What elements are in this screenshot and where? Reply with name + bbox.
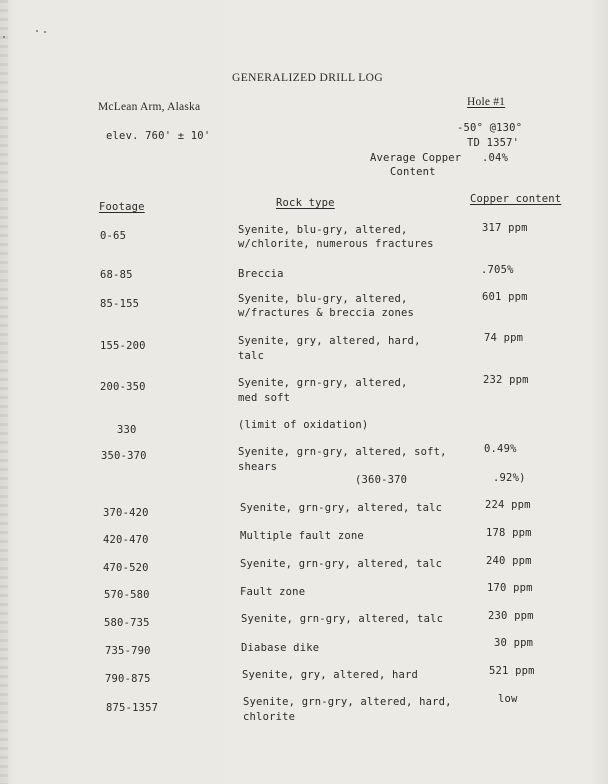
rock-cell: Multiple fault zone	[240, 530, 364, 542]
copper-cell: 232 ppm	[483, 374, 529, 386]
footage-cell: 790-875	[105, 673, 151, 685]
footage-cell: 735-790	[105, 645, 151, 657]
avg-copper-label: Average Copper	[370, 152, 462, 164]
column-header-footage: Footage	[99, 201, 145, 213]
footage-cell: 0-65	[100, 230, 127, 242]
copper-cell: 170 ppm	[487, 582, 533, 594]
rock-cell: Syenite, blu-gry, altered,	[238, 293, 408, 305]
footage-cell: 350-370	[101, 450, 147, 462]
copper-cell: 0.49%	[484, 443, 517, 455]
copper-cell: 317 ppm	[482, 222, 528, 234]
document-title: GENERALIZED DRILL LOG	[232, 72, 384, 84]
copper-cell: 230 ppm	[488, 610, 534, 622]
copper-cell: 601 ppm	[482, 291, 528, 303]
avg-copper-value: .04%	[482, 152, 509, 164]
rock-cell: Syenite, grn-gry, altered, soft,	[238, 446, 447, 458]
copper-cell: .705%	[481, 264, 514, 276]
rock-cell: Syenite, gry, altered, hard	[242, 669, 419, 681]
hole-label: Hole #1	[467, 96, 506, 108]
rock-cell-line2: w/fractures & breccia zones	[238, 307, 415, 319]
footage-cell: 155-200	[100, 340, 146, 352]
copper-cell: 30 ppm	[494, 637, 534, 649]
rock-cell-line2: chlorite	[243, 711, 296, 723]
rock-cell: Syenite, grn-gry, altered, hard,	[243, 696, 452, 708]
footage-cell: 875-1357	[106, 702, 159, 714]
total-depth: TD 1357'	[467, 137, 520, 149]
rock-cell: Syenite, grn-gry, altered,	[238, 377, 408, 389]
rock-cell: Syenite, grn-gry, altered, talc	[240, 558, 443, 570]
rock-cell: Diabase dike	[241, 642, 320, 654]
copper-cell: 224 ppm	[485, 499, 531, 511]
rock-cell: Fault zone	[240, 586, 306, 598]
footage-cell: 85-155	[100, 298, 140, 310]
copper-cell: 240 ppm	[486, 555, 532, 567]
rock-cell-note: (360-370	[355, 474, 408, 486]
footage-cell: 570-580	[104, 589, 150, 601]
copper-cell: 521 ppm	[489, 665, 535, 677]
elevation-label: elev. 760' ± 10'	[106, 130, 211, 142]
footage-cell: 330	[117, 424, 137, 436]
rock-cell: Breccia	[238, 268, 284, 280]
footage-cell: 580-735	[104, 617, 150, 629]
footage-cell: 200-350	[100, 381, 146, 393]
rock-cell-line2: w/chlorite, numerous fractures	[238, 238, 434, 250]
footage-cell: 420-470	[103, 534, 149, 546]
rock-cell-line2: shears	[238, 461, 278, 473]
binding-edge	[0, 0, 8, 784]
footage-cell: 370-420	[103, 507, 149, 519]
copper-cell: 74 ppm	[484, 332, 524, 344]
hole-orientation: -50° @130°	[457, 122, 523, 134]
copper-cell: low	[498, 693, 518, 705]
rock-cell: Syenite, gry, altered, hard,	[238, 335, 421, 347]
rock-cell: Syenite, grn-gry, altered, talc	[241, 613, 444, 625]
rock-cell-line2: talc	[238, 350, 265, 362]
column-header-copper: Copper content	[470, 193, 562, 205]
footage-cell: 68-85	[100, 269, 133, 281]
footage-cell: 470-520	[103, 562, 149, 574]
rock-cell-line2: med soft	[238, 392, 291, 404]
column-header-rock-type: Rock type	[276, 197, 335, 209]
copper-cell: 178 ppm	[486, 527, 532, 539]
rock-cell: Syenite, grn-gry, altered, talc	[240, 502, 443, 514]
rock-cell: (limit of oxidation)	[238, 419, 369, 431]
avg-copper-label-2: Content	[390, 166, 436, 178]
location-label: McLean Arm, Alaska	[98, 101, 201, 113]
rock-cell: Syenite, blu-gry, altered,	[238, 224, 408, 236]
copper-cell-note: .92%)	[493, 472, 526, 484]
